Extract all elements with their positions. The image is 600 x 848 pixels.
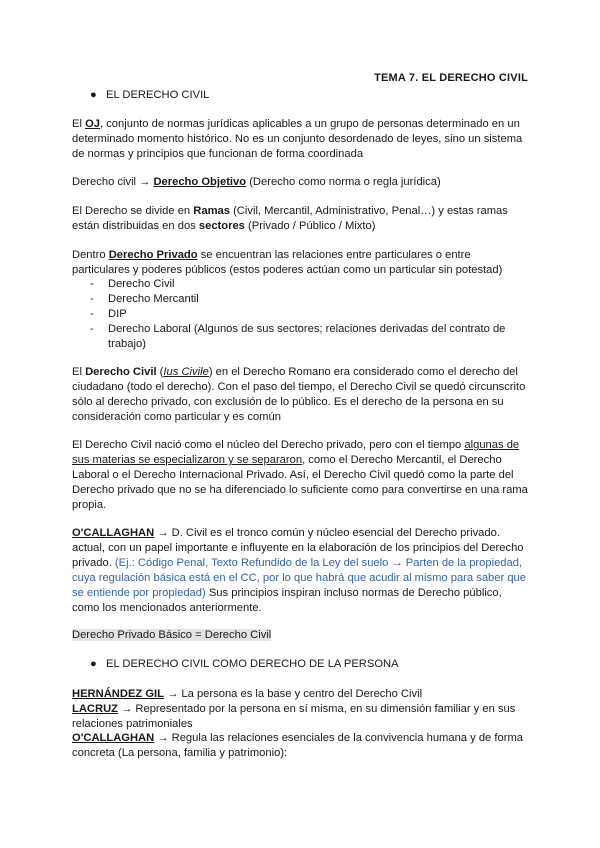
text-run: → D. Civil es el tronco común y núcleo esencial del Derecho privado. actual, con un papel importante e influyente en la elaboración de los principios del Derecho privado. <box>72 527 524 569</box>
paragraph-ius-civile <box>72 365 528 425</box>
highlighted-text: Derecho Privado Básico = Derecho Civil <box>72 629 272 641</box>
author-ocallaghan: O'CALLAGHAN <box>72 732 155 744</box>
term-derecho-civil: Derecho Civil <box>85 366 157 378</box>
section-heading-text: EL DERECHO CIVIL COMO DERECHO DE LA PERSONA <box>106 658 399 670</box>
text-run: ) en el Derecho Romano era considerado como el derecho del ciudadano (todo el derecho). Con el paso del tiempo, el Derecho Civil se quedó circunscrito sólo al derecho privado, con exclusión de lo público. Es el derecho de la persona en su consideración como particular y es común <box>72 366 526 423</box>
text-run: (Derecho como norma o regla jurídica) <box>246 176 441 188</box>
term-ramas: Ramas <box>193 205 230 217</box>
paragraph-ocallaghan-2 <box>72 731 528 761</box>
text-run: Sus principios inspiran incluso normas de Derecho público, como los mencionados anteriormente. <box>72 587 502 614</box>
bullet-icon: ● <box>90 658 97 670</box>
term-ius-civile: Ius Civile <box>163 366 209 378</box>
paragraph-lacruz <box>72 702 528 732</box>
term-derecho-privado: Derecho Privado <box>108 249 198 261</box>
text-run: Derecho civil → <box>72 176 154 188</box>
example-note: (Ej.: Código Penal, Texto Refundido de la Ley del suelo → Parten de la propiedad, cuya regulación básica está en el CC, por lo que habrá que acudir al mismo para saber que se entiende por propiedad) <box>72 557 526 599</box>
text-run: ( <box>156 366 164 378</box>
term-sectores: sectores <box>198 220 245 232</box>
term-oj: OJ <box>85 118 100 130</box>
list-ramas-privadas <box>72 277 528 352</box>
section-heading-1 <box>90 88 209 103</box>
section-heading-text: EL DERECHO CIVIL <box>106 89 210 101</box>
list-item: - DIP <box>72 307 528 322</box>
paragraph-oj <box>72 117 528 162</box>
paragraph-hernandez-gil <box>72 687 528 702</box>
list-item: - Derecho Civil <box>72 277 528 292</box>
text-run: , como el Derecho Mercantil, el Derecho Laboral o el Derecho Internacional Privado. Así, el Derecho Civil quedó como la parte del Derecho privado que no se ha diferenciado lo suficiente como para convertirse en una rama propia. <box>72 454 528 511</box>
section-heading-2 <box>90 657 399 672</box>
paragraph-basico <box>72 628 528 643</box>
paragraph-ramas <box>72 204 528 234</box>
text-run: Dentro <box>72 249 109 261</box>
text-run: El <box>72 118 86 130</box>
text-run: (Privado / Público / Mixto) <box>244 220 376 232</box>
list-item: - Derecho Mercantil <box>72 292 528 307</box>
text-run: → Regula las relaciones esenciales de la convivencia humana y de forma concreta (La persona, familia y patrimonio): <box>72 732 523 759</box>
list-item: - Derecho Laboral (Algunos de sus sectores; relaciones derivadas del contrato de trabajo) <box>72 322 528 352</box>
underlined-phrase: algunas de sus materias se especializaron y se separaron <box>72 439 520 466</box>
paragraph-ocallaghan <box>72 526 528 616</box>
text-run: (Civil, Mercantil, Administrativo, Penal…) y estas ramas están distribuidas en dos <box>72 205 508 232</box>
text-run: , conjunto de normas jurídicas aplicables a un grupo de personas determinado en un determinado momento histórico. No es un conjunto desordenado de leyes, sino un sistema de normas y principios que funcionan de forma coordinada <box>72 118 523 160</box>
author-lacruz: LACRUZ <box>72 703 118 715</box>
paragraph-nucleo <box>72 438 528 513</box>
text-run: El <box>72 366 86 378</box>
text-run: se encuentran las relaciones entre particulares o entre particulares y poderes públicos (estos poderes actúan como un particular sin potestad) <box>72 249 503 276</box>
page-title: TEMA 7. EL DERECHO CIVIL <box>374 72 528 84</box>
author-hernandez-gil: HERNÁNDEZ GIL <box>72 688 164 700</box>
bullet-icon: ● <box>90 89 97 101</box>
paragraph-derecho-objetivo <box>72 175 528 190</box>
paragraph-derecho-privado <box>72 248 528 278</box>
text-run: → La persona es la base y centro del Derecho Civil <box>164 688 423 700</box>
author-ocallaghan: O'CALLAGHAN <box>72 527 155 539</box>
text-run: → Representado por la persona en sí misma, en su dimensión familiar y en sus relaciones patrimoniales <box>72 703 516 730</box>
text-run: El Derecho Civil nació como el núcleo del Derecho privado, pero con el tiempo <box>72 439 465 451</box>
text-run: El Derecho se divide en <box>72 205 194 217</box>
term-derecho-objetivo: Derecho Objetivo <box>153 176 247 188</box>
